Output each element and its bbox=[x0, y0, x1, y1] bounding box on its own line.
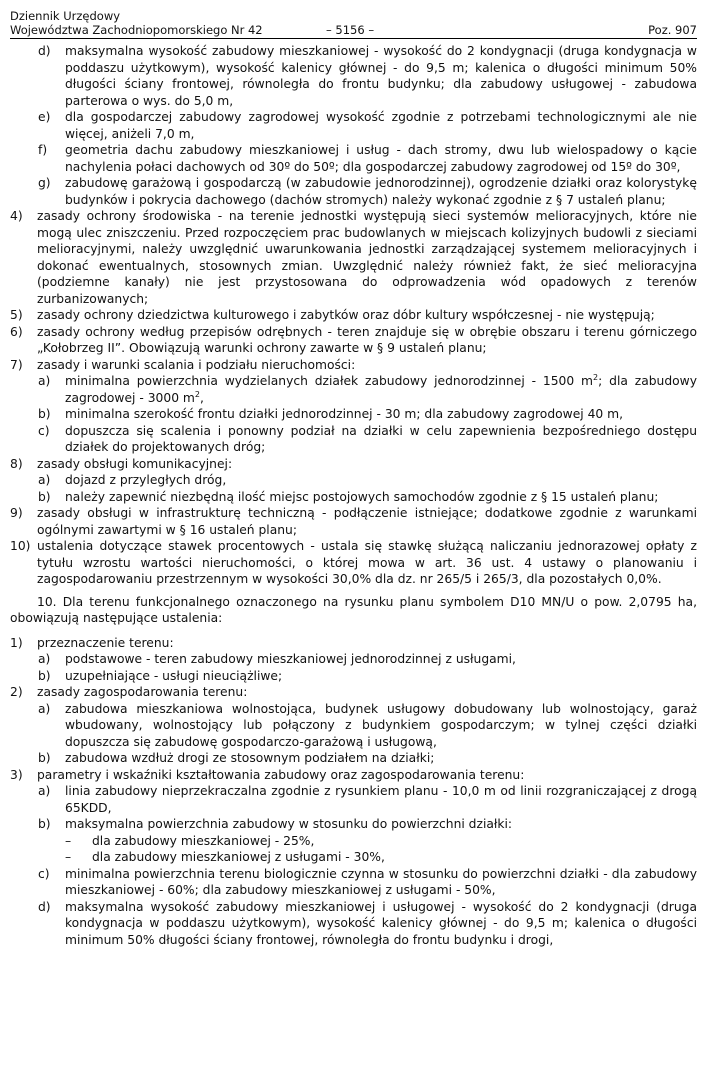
item-text: parametry i wskaźniki kształtowania zabudowy oraz zagospodarowania terenu: bbox=[37, 767, 525, 782]
page-header bbox=[10, 8, 697, 39]
item-number: 5) bbox=[10, 308, 23, 322]
item-number: b) bbox=[38, 489, 51, 504]
list-item bbox=[10, 142, 697, 175]
item-text: zasady ochrony według przepisów odrębnych - teren znajduje się w obrębie obszaru i terenu górniczego „Kołobrzeg II”. Obowiązują warunki ochrony zawarte w § 9 ustaleń planu; bbox=[37, 324, 697, 355]
list-item bbox=[10, 373, 697, 406]
item-number: e) bbox=[38, 110, 51, 124]
list-item bbox=[10, 684, 697, 701]
journal-region: Województwa Zachodniopomorskiego Nr 42 bbox=[10, 23, 263, 37]
document-body bbox=[10, 39, 697, 948]
section-paragraph: 10. Dla terenu funkcjonalnego oznaczonego na rysunku planu symbolem D10 MN/U o pow. 2,0795 ha, obowiązują następujące ustalenia: bbox=[10, 594, 697, 625]
item-number: c) bbox=[38, 423, 50, 438]
item-text: zasady ochrony dziedzictwa kulturowego i zabytków oraz dóbr kultury współczesnej - nie występują; bbox=[37, 308, 655, 322]
list-item bbox=[10, 767, 697, 784]
list-item bbox=[10, 866, 697, 899]
item-number: 2) bbox=[10, 685, 23, 699]
item-text: minimalna powierzchnia terenu biologicznie czynna w stosunku do powierzchni działki - dla zabudowy mieszkaniowej - 60%; dla zabudowy mieszkaniowej z usługami - 50%, bbox=[65, 866, 697, 897]
item-number: 4) bbox=[10, 209, 23, 223]
item-number: 3) bbox=[10, 767, 23, 782]
list-item bbox=[10, 833, 697, 850]
item-text: maksymalna wysokość zabudowy mieszkaniowej i usługowej - wysokość do 2 kondygnacji (druga kondygnacja w poddaszu użytkowym), wysokość kalenicy głównej - do 9,5 m; kalenica o długości minimum 50% długości ściany frontowej, równoległa do frontu budynku i drogi, bbox=[65, 899, 697, 947]
page-number: – 5156 – bbox=[326, 23, 375, 37]
list-item bbox=[10, 750, 697, 767]
item-text: ustalenia dotyczące stawek procentowych - ustala się stawkę służącą naliczaniu jednorazowej opłaty z tytułu wzrostu wartości nieruchomości, o której mowa w art. 36 ust. 4 ustawy o planowaniu i zagospodarowaniu przestrzennym w wysokości 30,0% dla dz. nr 265/5 i 265/3, dla pozostałych 0,0%. bbox=[37, 539, 697, 586]
list-item bbox=[10, 783, 697, 816]
list-item bbox=[10, 423, 697, 456]
item-number: b) bbox=[38, 668, 51, 683]
list-item bbox=[10, 668, 697, 685]
item-text: dla zabudowy mieszkaniowej - 25%, bbox=[92, 833, 315, 848]
item-number: a) bbox=[38, 701, 51, 716]
item-text: dla zabudowy mieszkaniowej z usługami - 30%, bbox=[92, 850, 385, 864]
list-item bbox=[10, 43, 697, 109]
list-item bbox=[10, 635, 697, 652]
item-text: przeznaczenie terenu: bbox=[37, 635, 174, 650]
item-text: podstawowe - teren zabudowy mieszkaniowej jednorodzinnej z usługami, bbox=[65, 652, 516, 666]
item-number: d) bbox=[38, 44, 51, 58]
item-number: b) bbox=[38, 407, 51, 421]
item-number: g) bbox=[38, 176, 51, 190]
provisions-list-continued bbox=[10, 43, 697, 588]
item-text: maksymalna wysokość zabudowy mieszkaniowej - wysokość do 2 kondygnacji (druga kondygnacja w poddaszu użytkowym), wysokość kalenicy głównej - do 9,5 m; kalenica o długości minimum 50% długości ściany frontowej, równoległa do frontu budynku; dla zabudowy usługowej - zabudowa parterowa o wys. do 5,0 m, bbox=[65, 44, 697, 108]
item-number: 10) bbox=[10, 539, 31, 553]
item-number: 9) bbox=[10, 506, 23, 520]
provisions-list-d10 bbox=[10, 635, 697, 949]
list-item bbox=[10, 505, 697, 538]
item-number: – bbox=[65, 833, 72, 848]
list-item bbox=[10, 489, 697, 506]
item-text: zasady ochrony środowiska - na terenie jednostki występują sieci systemów melioracyjnych, które nie mogą ulec zniszczeniu. Przed rozpoczęciem prac budowlanych w miejscach kolizyjnych budowli z sieciami melioracyjnymi, należy uwzględnić uwarunkowania jednostki zarządzającej systemem melioracyjnych i dokonać ewentualnych, stosownych zmian. Uwzględnić należy również fakt, że sieć melioracyjna (podziemne kanały) nie jest przystosowana do odprowadzenia wód opadowych z terenów zurbanizowanych; bbox=[37, 209, 697, 306]
item-text: linia zabudowy nieprzekraczalna zgodnie z rysunkiem planu - 10,0 m od linii rozgraniczającej z drogą 65KDD, bbox=[65, 784, 697, 815]
list-item bbox=[10, 175, 697, 208]
document-page bbox=[10, 8, 697, 948]
item-number: b) bbox=[38, 817, 51, 831]
list-item bbox=[10, 357, 697, 374]
item-text: zasady zagospodarowania terenu: bbox=[37, 685, 248, 699]
item-text: minimalna szerokość frontu działki jednorodzinnej - 30 m; dla zabudowy zagrodowej 40 m, bbox=[65, 407, 624, 421]
item-text: zabudowę garażową i gospodarczą (w zabudowie jednorodzinnej), ogrodzenie działki oraz kolorystykę budynków i pokrycia dachowego (dachów stromych) należy wykonać zgodnie z § 7 ustaleń planu; bbox=[65, 176, 697, 207]
item-text: zasady i warunki scalania i podziału nieruchomości: bbox=[37, 357, 356, 372]
item-text: minimalna powierzchnia wydzielanych działek zabudowy jednorodzinnej - 1500 $m^2$; dla zabudowy zagrodowej - 3000 $m^2$, bbox=[65, 372, 697, 405]
list-item bbox=[10, 651, 697, 668]
item-number: 7) bbox=[10, 357, 23, 372]
item-number: – bbox=[65, 850, 72, 864]
list-item bbox=[10, 816, 697, 833]
item-text: maksymalna powierzchnia zabudowy w stosunku do powierzchni działki: bbox=[65, 817, 513, 831]
item-number: f) bbox=[38, 143, 48, 157]
item-text: zasady obsługi w infrastrukturę techniczną - podłączenie istniejące; dodatkowe zgodnie z warunkami ogólnymi zawartymi w § 16 ustaleń planu; bbox=[37, 506, 697, 537]
list-item bbox=[10, 307, 697, 324]
item-text: należy zapewnić niezbędną ilość miejsc postojowych samochodów zgodnie z § 15 ustaleń planu; bbox=[65, 489, 659, 504]
item-number: 1) bbox=[10, 635, 23, 650]
list-item bbox=[10, 208, 697, 307]
item-text: dopuszcza się scalenia i ponowny podział na działki w celu zapewnienia bezpośredniego dostępu działek do projektowanych dróg; bbox=[65, 423, 697, 454]
item-text: dla gospodarczej zabudowy zagrodowej wysokość zgodnie z potrzebami technologicznymi ale nie więcej, aniżeli 7,0 m, bbox=[65, 110, 697, 141]
list-item bbox=[10, 109, 697, 142]
list-item bbox=[10, 406, 697, 423]
item-number: b) bbox=[38, 751, 51, 765]
list-item bbox=[10, 472, 697, 489]
item-text: geometria dachu zabudowy mieszkaniowej i usług - dach stromy, dwu lub wielospadowy o kącie nachylenia połaci dachowych od 30º do 50º; dla gospodarczej zabudowy zagrodowej od 15º do 30º, bbox=[65, 143, 697, 174]
list-item bbox=[10, 701, 697, 751]
position-number: Poz. 907 bbox=[648, 23, 697, 37]
item-number: a) bbox=[38, 784, 51, 798]
item-text: uzupełniające - usługi nieuciążliwe; bbox=[65, 668, 283, 683]
journal-title: Dziennik Urzędowy bbox=[10, 9, 121, 23]
item-number: a) bbox=[38, 652, 51, 666]
item-number: 6) bbox=[10, 324, 23, 339]
item-text: dojazd z przyległych dróg, bbox=[65, 473, 227, 487]
item-number: c) bbox=[38, 866, 50, 881]
list-item bbox=[10, 538, 697, 588]
list-item bbox=[10, 456, 697, 473]
item-text: zabudowa mieszkaniowa wolnostojąca, budynek usługowy dobudowany lub wolnostojący, garaż wbudowany, wolnostojący lub połączony z budynkiem gospodarczym; w tylnej części działki dopuszcza się zabudowę gospodarczo-garażową i usługową, bbox=[65, 701, 697, 749]
list-item bbox=[10, 324, 697, 357]
item-number: a) bbox=[38, 473, 51, 487]
item-text: zasady obsługi komunikacyjnej: bbox=[37, 456, 233, 471]
list-item bbox=[10, 849, 697, 866]
item-number: 8) bbox=[10, 456, 23, 471]
item-number: a) bbox=[38, 374, 51, 388]
item-text: zabudowa wzdłuż drogi ze stosownym podziałem na działki; bbox=[65, 751, 435, 765]
item-number: d) bbox=[38, 899, 51, 914]
list-item bbox=[10, 899, 697, 949]
